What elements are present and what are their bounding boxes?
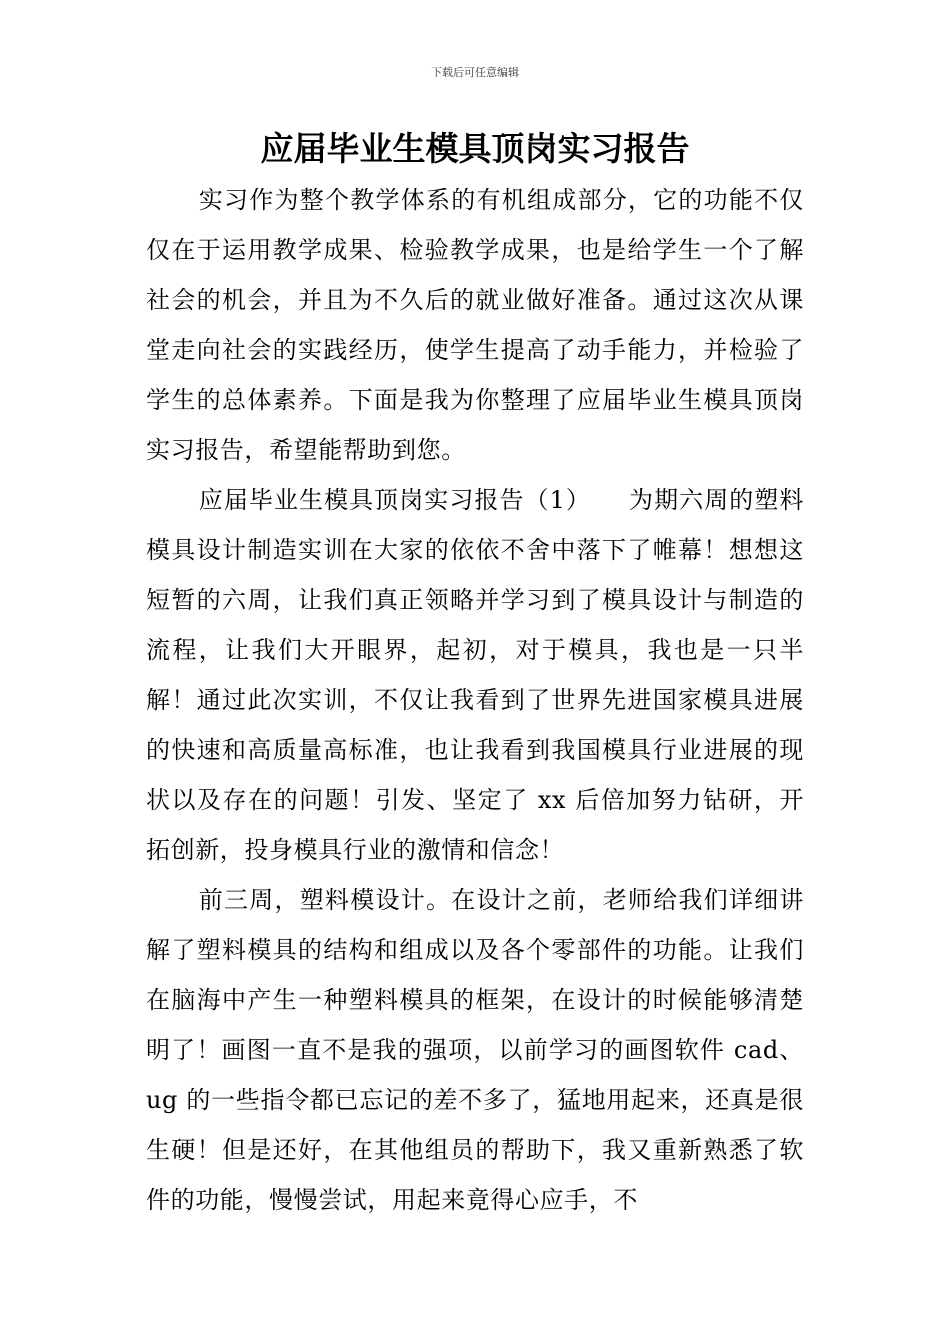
paragraph-intro: 实习作为整个教学体系的有机组成部分，它的功能不仅仅在于运用教学成果、检验教学成果，也是给学生一个了解社会的机会，并且为不久后的就业做好准备。通过这次从课堂走向社会的实践经历，使学生提高了动手能力，并检验了学生的总体素养。下面是我为你整理了应届毕业生模具顶岗实习报告，希望能帮助到您。 (146, 186, 804, 464)
document-body (146, 175, 804, 1225)
document-title: 应届毕业生模具顶岗实习报告 (260, 129, 690, 168)
paragraph-report-1: 应届毕业生模具顶岗实习报告（1） 为期六周的塑料模具设计制造实训在大家的依依不舍中落下了帷幕！想想这短暂的六周，让我们真正领略并学习到了模具设计与制造的流程，让我们大开眼界，起初，对于模具，我也是一只半解！通过此次实训，不仅让我看到了世界先进国家模具进展的快速和高质量高标准，也让我看到我国模具行业进展的现状以及存在的问题！引发、坚定了 xx 后倍加努力钻研，开拓创新，投身模具行业的激情和信念！ (146, 486, 804, 864)
header-note: 下载后可任意编辑 (431, 66, 519, 79)
paragraph-first-three-weeks: 前三周，塑料模设计。在设计之前，老师给我们详细讲解了塑料模具的结构和组成以及各个零部件的功能。让我们在脑海中产生一种塑料模具的框架，在设计的时候能够清楚明了！画图一直不是我的强项，以前学习的画图软件 cad、ug 的一些指令都已忘记的差不多了，猛地用起来，还真是很生硬！但是还好，在其他组员的帮助下，我又重新熟悉了软件的功能，慢慢尝试，用起来竟得心应手，不 (146, 886, 804, 1214)
